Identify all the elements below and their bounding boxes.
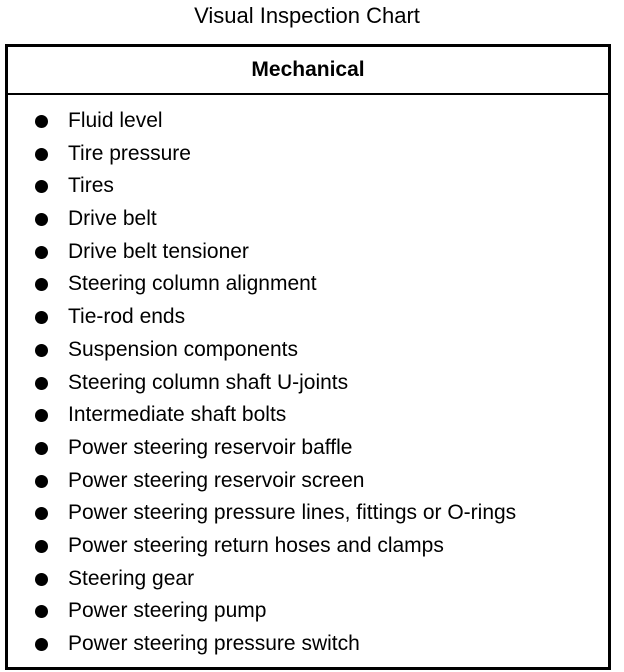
list-item-label: Tire pressure	[68, 141, 191, 165]
list-item-label: Tie-rod ends	[68, 305, 186, 329]
list-item-label: Power steering pump	[68, 599, 267, 623]
list-item-label: Steering gear	[68, 566, 195, 590]
table-header: Mechanical	[8, 47, 608, 95]
list-item	[8, 170, 608, 203]
bullet-icon	[35, 148, 48, 161]
list-item-label: Power steering pressure lines, fittings or O-rings	[68, 501, 517, 525]
bullet-icon	[35, 409, 48, 422]
list-item-label: Intermediate shaft bolts	[68, 403, 287, 427]
bullet-icon	[35, 278, 48, 291]
list-item	[8, 236, 608, 269]
list-item	[8, 301, 608, 334]
inspection-table	[5, 44, 611, 670]
bullet-icon	[35, 573, 48, 586]
list-item	[8, 105, 608, 138]
list-item	[8, 367, 608, 400]
list-item	[8, 530, 608, 563]
list-item	[8, 268, 608, 301]
list-item-label: Steering column alignment	[68, 272, 317, 296]
list-item-label: Fluid level	[68, 109, 163, 132]
bullet-icon	[35, 605, 48, 618]
list-item-label: Steering column shaft U-joints	[68, 370, 349, 394]
bullet-icon	[35, 311, 48, 324]
list-item	[8, 628, 608, 661]
inspection-item-list	[8, 95, 608, 661]
list-item-label: Tires	[68, 174, 114, 198]
list-item-label: Drive belt tensioner	[68, 239, 249, 263]
list-item	[8, 399, 608, 432]
bullet-icon	[35, 344, 48, 357]
bullet-icon	[35, 540, 48, 553]
page-title: Visual Inspection Chart	[194, 3, 420, 28]
bullet-icon	[35, 115, 48, 128]
list-item	[8, 497, 608, 530]
list-item	[8, 595, 608, 628]
list-item-label: Drive belt	[68, 207, 157, 231]
list-item-label: Suspension components	[68, 337, 298, 361]
list-item	[8, 334, 608, 367]
bullet-icon	[35, 475, 48, 488]
list-item	[8, 432, 608, 465]
list-item-label: Power steering reservoir screen	[68, 468, 365, 492]
list-item-label: Power steering reservoir baffle	[68, 435, 353, 459]
list-item	[8, 203, 608, 236]
list-item-label: Power steering pressure switch	[68, 632, 360, 655]
bullet-icon	[35, 442, 48, 455]
list-item	[8, 465, 608, 498]
list-item	[8, 138, 608, 171]
bullet-icon	[35, 377, 48, 390]
bullet-icon	[35, 507, 48, 520]
bullet-icon	[35, 213, 48, 226]
bullet-icon	[35, 638, 48, 651]
list-item-label: Power steering return hoses and clamps	[68, 533, 444, 557]
list-item	[8, 563, 608, 596]
bullet-icon	[35, 246, 48, 259]
bullet-icon	[35, 180, 48, 193]
